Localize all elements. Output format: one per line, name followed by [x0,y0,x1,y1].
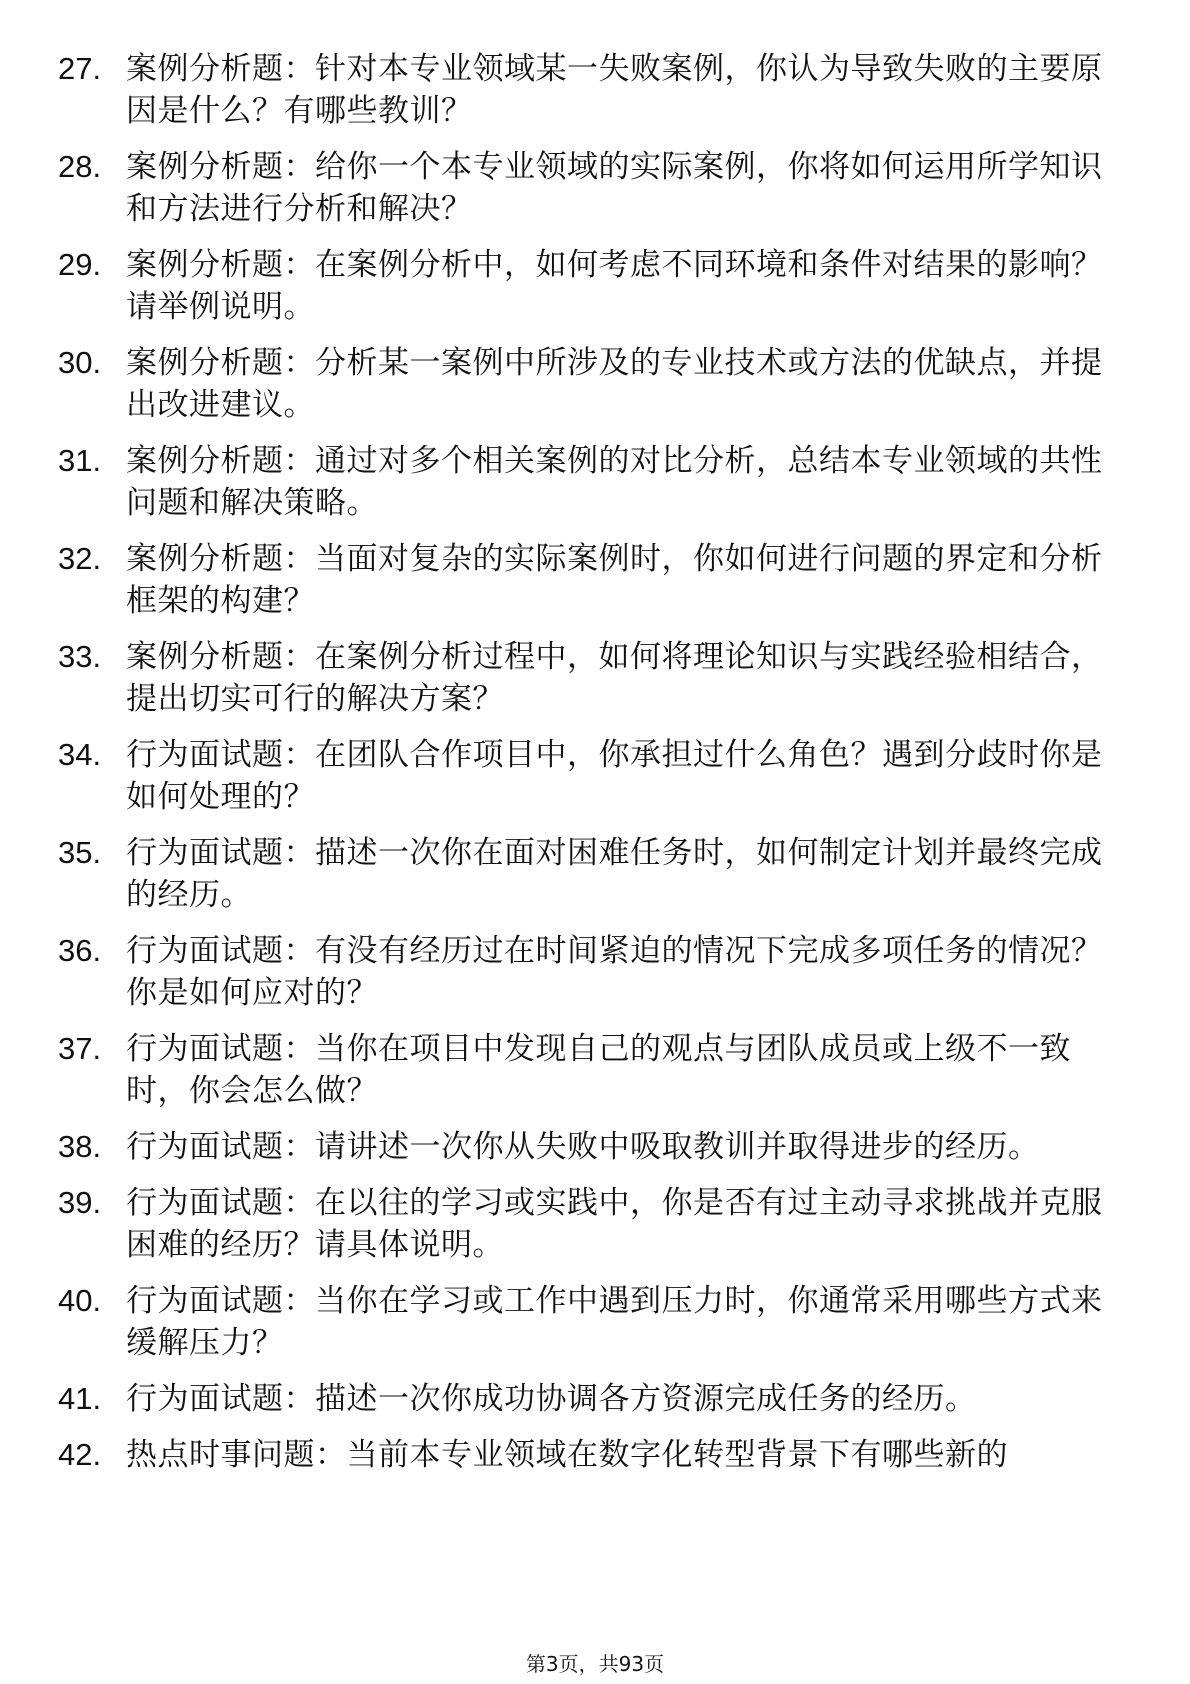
question-category: 行为面试题： [126,737,315,773]
question-body [126,734,1118,818]
question-item [58,1028,1118,1112]
question-category: 案例分析题： [126,149,315,185]
question-body [126,440,1118,524]
question-category: 案例分析题： [126,443,315,479]
question-text: 给你一个本专业领域的实际案例，你将如何运用所学知识和方法进行分析和解决？ [126,149,1103,227]
question-item [58,244,1118,328]
question-body [126,832,1118,916]
question-item [58,832,1118,916]
question-text: 有没有经历过在时间紧迫的情况下完成多项任务的情况？你是如何应对的？ [126,933,1103,1011]
question-category: 行为面试题： [126,1129,315,1165]
question-number: 39. [58,1185,102,1220]
question-text: 当你在项目中发现自己的观点与团队成员或上级不一致时，你会怎么做？ [126,1031,1071,1109]
question-number: 40. [58,1283,102,1318]
question-number: 28. [58,149,102,184]
question-number: 38. [58,1129,102,1164]
question-number: 32. [58,541,102,576]
question-text: 在案例分析中，如何考虑不同环境和条件对结果的影响？请举例说明。 [126,247,1103,325]
question-body [126,1280,1118,1364]
question-body [126,1434,1118,1476]
question-item [58,342,1118,426]
question-item [58,146,1118,230]
question-number: 35. [58,835,102,870]
question-item [58,1126,1118,1168]
question-body [126,1028,1118,1112]
question-text: 当前本专业领域在数字化转型背景下有哪些新的 [346,1437,1008,1473]
question-category: 案例分析题： [126,51,315,87]
question-item [58,440,1118,524]
question-item [58,1182,1118,1266]
question-text: 通过对多个相关案例的对比分析，总结本专业领域的共性问题和解决策略。 [126,443,1103,521]
question-body [126,146,1118,230]
question-text: 针对本专业领域某一失败案例，你认为导致失败的主要原因是什么？有哪些教训？ [126,51,1103,129]
question-body [126,538,1118,622]
question-number: 42. [58,1437,102,1472]
question-body [126,48,1118,132]
question-item [58,734,1118,818]
question-category: 行为面试题： [126,835,315,871]
question-text: 分析某一案例中所涉及的专业技术或方法的优缺点，并提出改进建议。 [126,345,1103,423]
question-category: 行为面试题： [126,1031,315,1067]
question-number: 31. [58,443,102,478]
question-category: 热点时事问题： [126,1437,347,1473]
question-category: 案例分析题： [126,247,315,283]
question-number: 33. [58,639,102,674]
question-item [58,636,1118,720]
question-body [126,636,1118,720]
question-category: 案例分析题： [126,639,315,675]
question-item [58,1378,1118,1420]
question-text: 在团队合作项目中，你承担过什么角色？遇到分歧时你是如何处理的？ [126,737,1103,815]
question-number: 29. [58,247,102,282]
question-item [58,538,1118,622]
question-text: 请讲述一次你从失败中吸取教训并取得进步的经历。 [315,1129,1040,1165]
question-item [58,1434,1118,1476]
page-footer: 第3页，共93页 [525,1652,665,1676]
question-category: 案例分析题： [126,345,315,381]
question-number: 27. [58,51,102,86]
question-item [58,1280,1118,1364]
question-number: 36. [58,933,102,968]
question-number: 41. [58,1381,102,1416]
question-number: 34. [58,737,102,772]
question-text: 描述一次你在面对困难任务时，如何制定计划并最终完成的经历。 [126,835,1103,913]
question-text: 描述一次你成功协调各方资源完成任务的经历。 [315,1381,977,1417]
question-item [58,930,1118,1014]
question-text: 当你在学习或工作中遇到压力时，你通常采用哪些方式来缓解压力？ [126,1283,1103,1361]
question-text: 当面对复杂的实际案例时，你如何进行问题的界定和分析框架的构建？ [126,541,1103,619]
question-item [58,48,1118,132]
question-text: 在案例分析过程中，如何将理论知识与实践经验相结合，提出切实可行的解决方案？ [126,639,1103,717]
question-body [126,244,1118,328]
question-category: 行为面试题： [126,1381,315,1417]
question-body [126,1126,1118,1168]
question-category: 行为面试题： [126,1185,315,1221]
question-category: 行为面试题： [126,1283,315,1319]
question-number: 37. [58,1031,102,1066]
question-list [58,48,1118,1490]
question-body [126,1378,1118,1420]
question-number: 30. [58,345,102,380]
question-body [126,1182,1118,1266]
question-category: 行为面试题： [126,933,315,969]
question-body [126,342,1118,426]
question-body [126,930,1118,1014]
question-text: 在以往的学习或实践中，你是否有过主动寻求挑战并克服困难的经历？请具体说明。 [126,1185,1103,1263]
question-category: 案例分析题： [126,541,315,577]
